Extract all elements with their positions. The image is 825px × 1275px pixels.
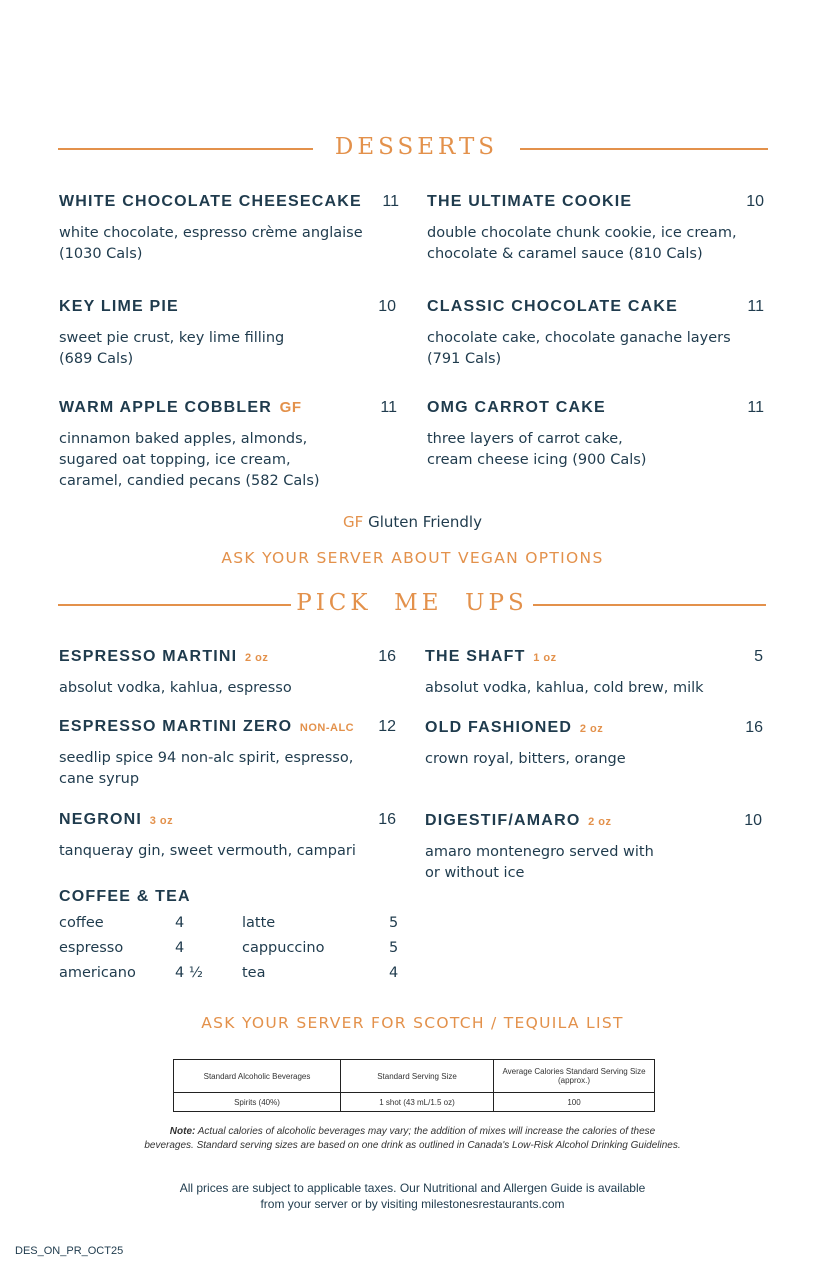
item-price: 11 <box>382 193 399 210</box>
item-description: absolut vodka, kahlua, cold brew, milk <box>425 680 704 696</box>
item-name: WHITE CHOCOLATE CHEESECAKE <box>59 193 362 210</box>
gf-legend-tag: GF <box>343 513 364 531</box>
item-name: KEY LIME PIE <box>59 298 179 315</box>
drink-item-espresso-martini-zero <box>59 718 399 788</box>
calorie-note: Note: Actual calories of alcoholic beverages may vary; the addition of mixes will increase the calories of these beverages. Standard serving sizes are based on one drink as outlined in Canada's Low-Risk Alcohol Drinking Guidelines. <box>144 1126 681 1151</box>
item-price: 16 <box>378 811 396 828</box>
item-description: absolut vodka, kahlua, espresso <box>59 680 292 696</box>
pickmeups-rule-left <box>58 604 291 606</box>
item-description: chocolate cake, chocolate ganache layers (791 Cals) <box>427 330 731 367</box>
calorie-table <box>173 1059 655 1112</box>
pour-size: 2 oz <box>579 723 604 735</box>
pickmeups-rule-right <box>533 604 766 606</box>
item-price: 10 <box>378 298 396 315</box>
dessert-item-cookie <box>427 193 767 263</box>
item-price: 16 <box>378 648 396 665</box>
non-alc-tag: NON-ALC <box>299 722 355 734</box>
item-name: OMG CARROT CAKE <box>427 399 606 416</box>
drink-item-digestif <box>425 812 765 882</box>
table-cell: Spirits (40%) <box>174 1093 341 1112</box>
item-name: DIGESTIF/AMARO 2 oz <box>425 812 612 829</box>
item-description: crown royal, bitters, orange <box>425 751 626 767</box>
item-price: 5 <box>754 648 763 665</box>
drink-item-negroni <box>59 811 399 861</box>
coffee-row: americano 4 ½ tea 4 <box>59 965 399 981</box>
drink-item-the-shaft <box>425 648 765 698</box>
item-price: 10 <box>746 193 764 210</box>
pickmeups-title: PICK ME UPS <box>296 590 528 616</box>
pour-size: 2 oz <box>245 652 269 664</box>
drink-item-espresso-martini <box>59 648 399 698</box>
item-name: THE SHAFT 1 oz <box>425 648 557 665</box>
scotch-tequila-note: ASK YOUR SERVER FOR SCOTCH / TEQUILA LIST <box>201 1014 624 1032</box>
gf-legend-text: Gluten Friendly <box>368 513 482 531</box>
dessert-item-cheesecake <box>59 193 399 263</box>
dessert-item-apple-cobbler <box>59 399 399 491</box>
table-header: Standard Serving Size <box>341 1060 494 1093</box>
table-cell: 1 shot (43 mL/1.5 oz) <box>341 1093 494 1112</box>
desserts-rule-left <box>58 148 313 150</box>
item-price: 11 <box>747 399 764 416</box>
item-description: double chocolate chunk cookie, ice cream, chocolate & caramel sauce (810 Cals) <box>427 225 737 262</box>
item-name: NEGRONI 3 oz <box>59 811 174 828</box>
table-cell: 100 <box>494 1093 655 1112</box>
desserts-title: DESSERTS <box>334 134 499 160</box>
dessert-item-carrot-cake <box>427 399 767 469</box>
item-description: tanqueray gin, sweet vermouth, campari <box>59 843 356 859</box>
document-code: DES_ON_PR_OCT25 <box>15 1245 124 1257</box>
item-name: ESPRESSO MARTINI ZERO NON-ALC <box>59 718 355 735</box>
desserts-rule-right <box>520 148 768 150</box>
item-price: 12 <box>378 718 396 735</box>
item-price: 10 <box>744 812 762 829</box>
item-description: seedlip spice 94 non-alc spirit, espresso, cane syrup <box>59 750 354 787</box>
pour-size: 3 oz <box>149 815 174 827</box>
item-description: amaro montenegro served with or without ice <box>425 844 654 881</box>
item-description: white chocolate, espresso crème anglaise (1030 Cals) <box>59 225 363 262</box>
item-price: 11 <box>747 298 764 315</box>
coffee-row: espresso 4 cappuccino 5 <box>59 940 399 956</box>
pour-size: 2 oz <box>588 816 612 828</box>
table-header: Average Calories Standard Serving Size (approx.) <box>494 1060 655 1093</box>
vegan-note: ASK YOUR SERVER ABOUT VEGAN OPTIONS <box>221 549 604 567</box>
coffee-row: coffee 4 latte 5 <box>59 915 399 931</box>
drink-item-old-fashioned <box>425 719 765 769</box>
pour-size: 1 oz <box>533 652 557 664</box>
item-name: WARM APPLE COBBLER GF <box>59 399 302 416</box>
item-name: OLD FASHIONED 2 oz <box>425 719 604 736</box>
item-description: three layers of carrot cake, cream cheese icing (900 Cals) <box>427 431 647 468</box>
gf-tag: GF <box>279 399 302 416</box>
item-description: sweet pie crust, key lime filling (689 Cals) <box>59 330 285 367</box>
item-name: CLASSIC CHOCOLATE CAKE <box>427 298 678 315</box>
item-price: 16 <box>745 719 763 736</box>
item-name: THE ULTIMATE COOKIE <box>427 193 633 210</box>
item-description: cinnamon baked apples, almonds, sugared oat topping, ice cream, caramel, candied pecans (582 Cals) <box>59 431 320 489</box>
coffee-tea-title: COFFEE & TEA <box>59 888 191 905</box>
gf-legend <box>0 513 825 531</box>
dessert-item-key-lime <box>59 298 399 368</box>
dessert-item-chocolate-cake <box>427 298 767 368</box>
item-name: ESPRESSO MARTINI 2 oz <box>59 648 269 665</box>
item-price: 11 <box>380 399 397 416</box>
table-header: Standard Alcoholic Beverages <box>174 1060 341 1093</box>
tax-disclaimer: All prices are subject to applicable taxes. Our Nutritional and Allergen Guide is available from your server or by visiting milestonesrestaurants.com <box>179 1181 646 1211</box>
